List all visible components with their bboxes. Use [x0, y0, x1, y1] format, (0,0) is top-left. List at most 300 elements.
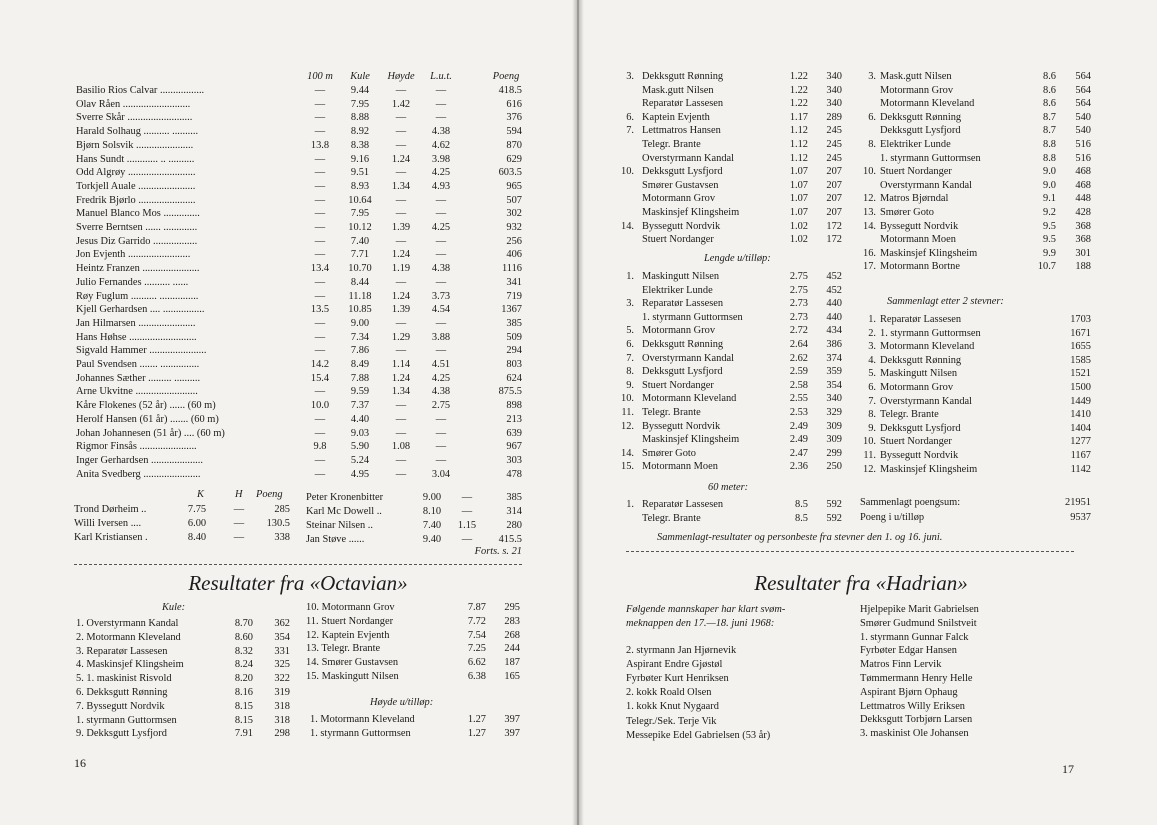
table-cell: 898	[506, 400, 522, 412]
table-cell: Sverre Skår .........................	[76, 112, 193, 124]
table-cell: 13.8	[310, 139, 330, 151]
table-cell: 256	[506, 235, 522, 247]
table-cell: Motormann Kleveland	[880, 341, 975, 353]
table-cell: 8.93	[350, 180, 370, 192]
table-cell: 4.95	[350, 468, 370, 480]
table-cell: 4.38	[431, 126, 451, 138]
column-header: 100 m	[307, 71, 333, 82]
page-number: 16	[74, 756, 86, 770]
table-cell: 2.55	[789, 393, 808, 405]
table-cell: Reparatør Lassesen	[642, 499, 724, 510]
table-cell: 207	[826, 193, 842, 205]
table-cell: 1.08	[391, 441, 411, 453]
table-cell: Stuert Nordanger	[880, 436, 952, 448]
left-page	[0, 0, 578, 825]
table-cell: 3.	[626, 71, 634, 82]
table-cell: 302	[506, 208, 522, 220]
table-cell: —	[395, 235, 407, 247]
table-cell: 9.8	[313, 441, 327, 453]
result-row	[0, 642, 578, 655]
table-cell: Julio Fernandes .......... ......	[76, 276, 189, 288]
table-cell: 329	[826, 407, 842, 418]
table-cell: 875.5	[498, 386, 522, 398]
result-row	[578, 395, 1157, 408]
result-row	[578, 313, 1157, 326]
table-cell: Trond Dørheim ..	[74, 504, 147, 515]
table-cell: 452	[826, 284, 842, 296]
result-row	[0, 700, 578, 713]
athlete-row	[0, 125, 578, 138]
table-cell: 9.16	[350, 153, 370, 165]
athlete-row	[0, 207, 578, 220]
table-cell: —	[233, 518, 245, 529]
table-cell: Dekksgutt Rønning	[880, 111, 962, 123]
table-cell: 3. Reparatør Lassesen	[76, 645, 168, 657]
table-cell: 207	[826, 166, 842, 178]
table-cell: Kaptein Evjenth	[642, 111, 710, 123]
table-cell: 516	[1075, 139, 1091, 150]
table-cell: 4.62	[431, 139, 451, 151]
athlete-row	[0, 454, 578, 467]
table-cell: 15.	[621, 461, 634, 473]
subsection-heading: Sammenlagt etter 2 stevner:	[887, 296, 1004, 307]
table-cell: —	[314, 126, 326, 138]
table-cell: Basilio Rios Calvar .................	[76, 85, 205, 96]
table-cell: 6.	[626, 339, 634, 350]
table-cell: 289	[826, 111, 842, 123]
crew-entry: Tømmermann Henry Helle	[860, 673, 973, 684]
column-header: L.u.t.	[430, 71, 452, 82]
crew-entry: 1. styrmann Gunnar Falck	[860, 631, 969, 643]
table-cell: 1. styrmann Guttormsen	[880, 152, 981, 164]
table-cell: 10.	[621, 166, 634, 178]
table-cell: —	[395, 317, 407, 329]
table-cell: —	[395, 85, 407, 96]
column-header: Kule	[350, 71, 370, 82]
athlete-row	[0, 427, 578, 440]
table-cell: 932	[506, 222, 522, 233]
table-cell: 2.75	[431, 400, 451, 412]
table-cell: Dekksgutt Lysfjord	[642, 166, 723, 178]
table-cell: —	[461, 534, 473, 545]
table-cell: Sammenlagt poengsum:	[860, 497, 961, 508]
table-cell: Motormann Grov	[880, 84, 954, 96]
athlete-row	[0, 385, 578, 398]
table-cell: 8.5	[795, 512, 808, 524]
athlete-row	[0, 413, 578, 426]
table-cell: —	[314, 167, 326, 179]
athlete-row	[0, 317, 578, 330]
table-cell: 448	[1075, 193, 1091, 205]
table-cell: 440	[826, 311, 842, 323]
athlete-row	[0, 248, 578, 261]
table-cell: Kjell Gerhardsen .... ................	[76, 304, 205, 316]
table-cell: Peter Kronenbitter	[306, 492, 384, 503]
table-cell: 624	[506, 372, 522, 384]
table-cell: 4.	[868, 354, 876, 366]
table-cell: 1142	[1070, 463, 1091, 475]
column-header: H	[235, 489, 243, 500]
result-row	[578, 284, 1157, 297]
table-cell: —	[435, 441, 447, 453]
result-row	[578, 463, 1157, 476]
table-cell: 9.51	[350, 167, 370, 179]
table-cell: 1.29	[391, 331, 411, 343]
table-cell: 13.	[863, 207, 876, 218]
athlete-row	[0, 111, 578, 124]
table-cell: 1.	[626, 271, 634, 282]
table-cell: 1.24	[391, 290, 411, 302]
table-cell: 2.59	[789, 366, 808, 378]
table-cell: 9537	[1070, 512, 1091, 523]
subsection-heading: Kule:	[162, 602, 186, 613]
table-cell: Reparatør Lassesen	[642, 98, 724, 110]
table-cell: 1. styrmann Guttormsen	[642, 311, 743, 323]
table-cell: 244	[504, 643, 520, 655]
table-cell: 509	[506, 331, 522, 343]
table-cell: 4.93	[431, 180, 451, 192]
result-row	[578, 327, 1157, 340]
table-cell: Torkjell Auale ......................	[76, 180, 196, 192]
athlete-row	[0, 180, 578, 193]
table-cell: 303	[506, 454, 522, 466]
table-cell: 8.6	[1043, 98, 1056, 110]
table-cell: 434	[826, 325, 842, 337]
table-cell: Telegr. Brante	[880, 409, 939, 421]
table-cell: 3.98	[431, 153, 451, 165]
table-cell: 4.25	[431, 222, 451, 233]
table-cell: Overstyrmann Kandal	[642, 352, 735, 364]
athlete-row	[0, 262, 578, 275]
table-cell: Hans Høhse ..........................	[76, 331, 197, 343]
table-cell: Telegr. Brante	[642, 407, 701, 418]
table-cell: 8.10	[422, 506, 442, 517]
table-cell: —	[395, 413, 407, 425]
table-cell: —	[314, 345, 326, 357]
table-cell: Sigvald Hammer ......................	[76, 345, 207, 357]
athlete-row	[0, 399, 578, 412]
table-cell: 362	[274, 618, 290, 629]
table-cell: Stuert Nordanger	[642, 379, 714, 391]
table-cell: 1585	[1070, 354, 1091, 366]
athlete-row	[0, 139, 578, 152]
table-cell: 309	[826, 420, 842, 432]
table-cell: 1655	[1070, 341, 1091, 353]
result-row	[578, 367, 1157, 380]
result-row	[578, 84, 1157, 97]
result-row	[578, 179, 1157, 192]
table-cell: Elektriker Lunde	[642, 284, 713, 296]
table-cell: Overstyrmann Kandal	[880, 395, 973, 407]
table-cell: 4.54	[431, 304, 451, 316]
table-cell: 1404	[1070, 422, 1091, 434]
athlete-row	[0, 276, 578, 289]
table-cell: 213	[506, 413, 522, 425]
footnote: Sammenlagt-resultater og personbeste fra stevner den 1. og 16. juni.	[657, 532, 943, 543]
table-cell: Karl Mc Dowell ..	[306, 506, 382, 517]
table-cell: 4. Maskinsjef Klingsheim	[76, 659, 184, 671]
table-cell: 6.	[868, 111, 876, 123]
table-cell: 2.75	[789, 284, 808, 296]
table-cell: 4.25	[431, 167, 451, 179]
table-cell: 967	[506, 441, 522, 453]
table-cell: 14.	[621, 220, 634, 232]
table-cell: 1.39	[391, 304, 411, 316]
table-cell: 15.4	[310, 372, 330, 384]
table-cell: Reparatør Lassesen	[880, 314, 962, 325]
crew-entry: Matros Finn Lervik	[860, 659, 942, 671]
table-cell: 2.73	[789, 298, 808, 310]
table-cell: 319	[274, 687, 290, 698]
table-cell: 8.15	[234, 714, 253, 726]
table-cell: Maskinsjef Klingsheim	[642, 434, 740, 446]
table-cell: Dekksgutt Rønning	[642, 71, 724, 82]
table-cell: 17.	[863, 261, 876, 273]
section-title: Resultater fra «Octavian»	[188, 571, 408, 595]
table-cell: 564	[1075, 98, 1091, 110]
table-cell: 1. Overstyrmann Kandal	[76, 618, 179, 629]
table-cell: 1. styrmann Guttormsen	[76, 714, 177, 726]
table-cell: 13.5	[310, 304, 330, 316]
table-cell: 2.72	[789, 325, 808, 337]
table-cell: 8.20	[234, 673, 253, 685]
column-header: Høyde	[387, 71, 415, 82]
table-cell: 440	[826, 298, 842, 310]
table-cell: 13. Telegr. Brante	[306, 643, 381, 655]
crew-entry: Aspirant Endre Gjøstøl	[626, 659, 723, 671]
table-cell: Motormann Bortne	[880, 261, 960, 273]
table-cell: 354	[274, 631, 290, 643]
table-cell: 8.40	[187, 532, 207, 543]
result-row	[578, 381, 1157, 394]
table-cell: 803	[506, 359, 522, 370]
table-cell: 340	[826, 84, 842, 96]
crew-entry: Messepike Edel Gabrielsen (53 år)	[626, 729, 771, 741]
result-row	[0, 713, 578, 726]
table-cell: 8.70	[234, 618, 253, 629]
table-cell: 1.42	[391, 98, 411, 110]
table-cell: 8.15	[234, 700, 253, 712]
table-cell: 2.49	[789, 434, 808, 446]
table-cell: 9.5	[1043, 234, 1056, 246]
table-cell: 7.95	[350, 208, 370, 220]
table-cell: 3.	[868, 341, 876, 353]
table-cell: 9.59	[350, 386, 370, 398]
table-cell: 11.18	[348, 290, 372, 302]
table-cell: —	[314, 317, 326, 329]
result-row	[0, 615, 578, 628]
table-cell: 10.0	[310, 400, 330, 412]
table-cell: —	[395, 126, 407, 138]
table-cell: 8.88	[350, 112, 370, 124]
crew-entry: 2. styrmann Jan Hjørnevik	[626, 645, 737, 656]
table-cell: Odd Algrøy ..........................	[76, 167, 196, 179]
table-cell: —	[314, 153, 326, 165]
total-row	[578, 511, 1157, 524]
table-cell: Overstyrmann Kandal	[642, 152, 735, 164]
table-cell: 376	[506, 112, 522, 124]
table-cell: Telegr. Brante	[642, 512, 701, 524]
table-cell: 187	[504, 657, 520, 669]
table-cell: —	[435, 413, 447, 425]
athlete-row	[0, 440, 578, 453]
table-cell: 1.02	[789, 220, 808, 232]
table-cell: —	[461, 492, 473, 503]
table-cell: 6.	[626, 111, 634, 123]
table-cell: Motormann Grov	[642, 325, 716, 337]
table-cell: —	[435, 235, 447, 247]
result-row	[578, 192, 1157, 205]
table-cell: 6.00	[187, 518, 207, 529]
table-cell: Arne Ukvitne ........................	[76, 386, 198, 398]
table-cell: 1703	[1070, 314, 1091, 325]
table-cell: Byssegutt Nordvik	[642, 220, 721, 232]
result-row	[578, 220, 1157, 233]
table-cell: 8.6	[1043, 84, 1056, 96]
table-cell: 540	[1075, 111, 1091, 123]
table-cell: 8.16	[234, 687, 253, 698]
table-cell: Byssegutt Nordvik	[642, 420, 721, 432]
table-cell: 397	[504, 714, 520, 725]
table-cell: 368	[1075, 220, 1091, 232]
table-cell: Maskinsjef Klingsheim	[880, 247, 978, 259]
table-cell: 299	[826, 447, 842, 459]
table-cell: 11.	[863, 450, 876, 461]
table-cell: 9.	[868, 422, 876, 434]
table-cell: —	[314, 276, 326, 288]
table-cell: 7.	[868, 395, 876, 407]
table-cell: 7.72	[467, 615, 486, 627]
table-cell: 1167	[1070, 450, 1091, 461]
table-cell: Kåre Flokenes (52 år) ...... (60 m)	[76, 400, 216, 412]
table-cell: —	[314, 222, 326, 233]
table-cell: Stuert Nordanger	[880, 166, 952, 178]
table-cell: 1.27	[467, 728, 486, 739]
table-cell: 340	[826, 393, 842, 405]
table-cell: Johannes Sæther ......... ..........	[76, 372, 201, 384]
table-cell: 9.03	[350, 427, 370, 439]
table-cell: 1.12	[789, 152, 808, 164]
table-cell: 2.64	[789, 339, 808, 350]
table-cell: 564	[1075, 71, 1091, 82]
athlete-row	[0, 344, 578, 357]
table-cell: 1.07	[789, 207, 808, 218]
table-cell: Smører Goto	[880, 207, 934, 218]
table-cell: 2.62	[789, 352, 808, 364]
result-row	[578, 233, 1157, 246]
table-cell: 616	[506, 98, 522, 110]
table-cell: Willi Iversen ....	[74, 518, 142, 529]
section-title: Resultater fra «Hadrian»	[754, 571, 968, 595]
table-cell: 7.	[626, 125, 634, 137]
table-cell: 594	[506, 126, 522, 138]
table-cell: 507	[506, 194, 522, 206]
table-cell: Jan Støve ......	[306, 534, 365, 545]
table-cell: 592	[826, 499, 842, 510]
athlete-row	[0, 468, 578, 481]
table-cell: 207	[826, 179, 842, 191]
table-cell: —	[395, 345, 407, 357]
table-cell: 14.2	[310, 359, 330, 370]
table-cell: 10.7	[1037, 261, 1056, 273]
table-cell: 301	[1075, 247, 1091, 259]
table-cell: 245	[826, 125, 842, 137]
table-cell: 318	[274, 700, 290, 712]
table-cell: Dekksgutt Rønning	[642, 339, 724, 350]
table-cell: 4.38	[431, 386, 451, 398]
table-cell: 374	[826, 352, 842, 364]
table-cell: 8.	[868, 139, 876, 150]
table-cell: —	[435, 454, 447, 466]
result-row	[578, 435, 1157, 448]
table-cell: 12.	[863, 193, 876, 205]
table-cell: Maskingutt Nilsen	[642, 271, 720, 282]
table-cell: —	[314, 413, 326, 425]
table-cell: 1.	[868, 314, 876, 325]
table-cell: 9.	[626, 379, 634, 391]
total-row	[578, 496, 1157, 509]
table-cell: 8.7	[1043, 125, 1056, 137]
table-cell: 1.22	[789, 71, 808, 82]
table-cell: Bjørn Solsvik ......................	[76, 139, 194, 151]
table-cell: 2.49	[789, 420, 808, 432]
table-cell: 10.	[863, 166, 876, 178]
table-cell: Motormann Moen	[880, 234, 956, 246]
table-cell: 13.4	[310, 263, 330, 275]
table-cell: 3.04	[431, 468, 451, 480]
table-cell: 309	[826, 434, 842, 446]
table-cell: 7.40	[350, 235, 370, 247]
table-cell: 406	[506, 249, 522, 261]
table-cell: Fredrik Bjørlo ......................	[76, 194, 196, 206]
table-cell: Dekksgutt Rønning	[880, 354, 962, 366]
table-cell: Hans Sundt ............ .. ..........	[76, 153, 195, 165]
table-cell: 1.24	[391, 153, 411, 165]
table-cell: 165	[504, 671, 520, 682]
table-cell: 2. Motormann Kleveland	[76, 631, 181, 643]
table-cell: 10. Motormann Grov	[306, 602, 395, 613]
intro-text: Følgende mannskaper har klart svøm-	[626, 604, 786, 615]
column-header: Poeng	[256, 489, 283, 500]
result-row	[578, 422, 1157, 435]
table-cell: 965	[506, 180, 522, 192]
table-cell: 2.53	[789, 407, 808, 418]
table-cell: —	[395, 194, 407, 206]
table-cell: 1.14	[391, 359, 411, 370]
subsection-heading: Høyde u/tilløp:	[370, 697, 434, 708]
table-cell: 9.44	[350, 85, 370, 96]
table-cell: 5.	[626, 325, 634, 337]
table-cell: 15. Maskingutt Nilsen	[306, 671, 399, 682]
table-cell: 1.15	[457, 520, 477, 531]
table-cell: 1.07	[789, 166, 808, 178]
table-cell: —	[435, 345, 447, 357]
table-cell: 386	[826, 339, 842, 350]
table-cell: 5.	[868, 368, 876, 380]
athlete-row	[0, 194, 578, 207]
table-cell: 8.24	[234, 659, 253, 671]
table-cell: 10.64	[348, 194, 372, 206]
table-cell: 341	[506, 276, 522, 288]
table-cell: —	[314, 98, 326, 110]
table-cell: 325	[274, 659, 290, 671]
table-cell: 8.60	[234, 631, 253, 643]
table-cell: —	[314, 290, 326, 302]
table-cell: 6.	[868, 382, 876, 393]
table-cell: —	[435, 85, 447, 96]
table-cell: 4.38	[431, 263, 451, 275]
table-cell: 3.	[868, 71, 876, 82]
